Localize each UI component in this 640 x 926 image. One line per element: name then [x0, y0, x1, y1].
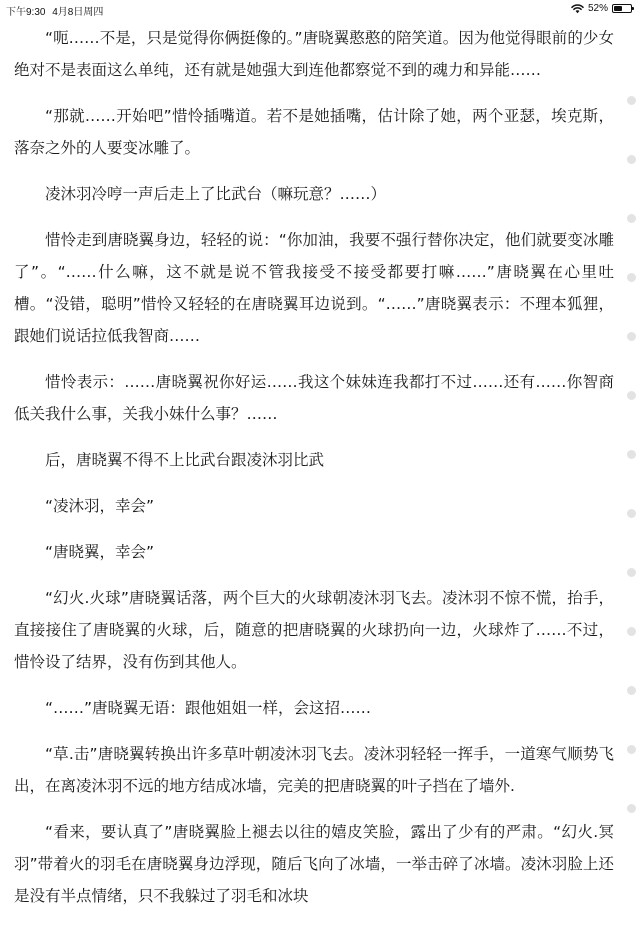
scroll-dot[interactable] [627, 450, 636, 459]
status-time: 下午9:30 [6, 7, 46, 18]
paragraph: “……”唐晓翼无语：跟他姐姐一样，会这招…… [45, 699, 372, 717]
paragraph: “看来，要认真了”唐晓翼脸上褪去以往的嬉皮笑脸，露出了少有的严肃。“幻火.冥羽”带着火的羽毛在唐晓翼身边浮现，随后飞向了冰墙，一举击碎了冰墙。凌沐羽脸上还是没有半点情绪，只不我躲过了羽毛和冰块 [14, 823, 614, 905]
paragraph: 惜怜走到唐晓翼身边，轻轻的说：“你加油，我要不强行替你决定，他们就要变冰雕了”。“……什么嘛，这不就是说不管我接受不接受都要打嘛……”唐晓翼在心里吐槽。“没错，聪明”惜怜又轻轻的在唐晓翼耳边说到。“……”唐晓翼表示：不理本狐狸，跟她们说话拉低我智商…… [14, 231, 614, 345]
paragraph: “凌沐羽，幸会” [45, 497, 155, 515]
scroll-dot[interactable] [627, 96, 636, 105]
status-bar [0, 0, 640, 18]
paragraph: “幻火.火球”唐晓翼话落，两个巨大的火球朝凌沐羽飞去。凌沐羽不惊不慌，抬手，直接接住了唐晓翼的火球，后，随意的把唐晓翼的火球扔向一边，火球炸了……不过，惜怜设了结界，没有伤到其他人。 [14, 589, 614, 671]
scroll-dot[interactable] [627, 332, 636, 341]
paragraph: “那就……开始吧”惜怜插嘴道。若不是她插嘴，估计除了她，两个亚瑟，埃克斯，落奈之外的人要变冰雕了。 [14, 107, 614, 157]
scroll-dot[interactable] [627, 155, 636, 164]
page-scroll-indicator[interactable] [627, 0, 637, 853]
paragraph: “草.击”唐晓翼转换出许多草叶朝凌沐羽飞去。凌沐羽轻轻一挥手，一道寒气顺势飞出，在离凌沐羽不远的地方结成冰墙，完美的把唐晓翼的叶子挡在了墙外. [14, 745, 614, 795]
scroll-dot[interactable] [627, 214, 636, 223]
scroll-dot[interactable] [627, 686, 636, 695]
status-time-date [6, 3, 103, 18]
paragraph: 后，唐晓翼不得不上比武台跟凌沐羽比武 [45, 451, 325, 469]
status-right [571, 3, 632, 14]
battery-percent: 52% [587, 3, 608, 14]
scroll-dot[interactable] [627, 391, 636, 400]
paragraph: 惜怜表示：……唐晓翼祝你好运……我这个妹妹连我都打不过……还有……你智商低关我什么事，关我小妹什么事？…… [14, 373, 614, 423]
paragraph: 凌沐羽冷哼一声后走上了比武台（嘛玩意？……） [45, 185, 387, 203]
battery-fill [614, 6, 622, 11]
chapter-text [14, 22, 614, 926]
status-date: 4月8日周四 [52, 7, 104, 18]
wifi-icon [571, 4, 584, 14]
paragraph: “呃……不是，只是觉得你俩挺像的。”唐晓翼憨憨的陪笑道。因为他觉得眼前的少女绝对不是表面这么单纯，还有就是她强大到连他都察觉不到的魂力和异能…… [14, 29, 614, 79]
scroll-dot[interactable] [627, 273, 636, 282]
scroll-dot[interactable] [627, 627, 636, 636]
scroll-dot[interactable] [627, 804, 636, 813]
paragraph: “唐晓翼，幸会” [45, 543, 155, 561]
scroll-dot[interactable] [627, 568, 636, 577]
scroll-dot[interactable] [627, 745, 636, 754]
scroll-dot[interactable] [627, 509, 636, 518]
